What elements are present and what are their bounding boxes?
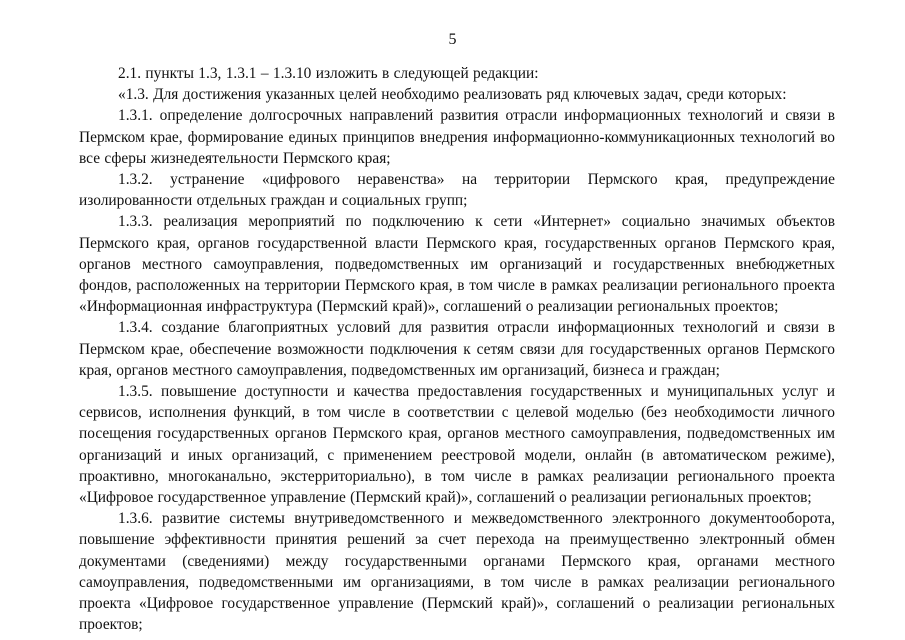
- paragraph-1-3-5: 1.3.5. повышение доступности и качества предоставления государственных и муниципальных услуг и сервисов, исполнения функций, в том числе в соответствии с целевой моделью (без необходимости личного посещения государственных органов Пермского края, органов местного самоуправления, подведомственных им организаций и иных организаций, с применением реестровой модели, онлайн (в автоматическом режиме), проактивно, многоканально, экстерриториально), в том числе в рамках реализации регионального проекта «Цифровое государственное управление (Пермский край)», соглашений о реализации региональных проектов;: [79, 383, 835, 507]
- document-body: [79, 63, 835, 635]
- page-number: 5: [448, 31, 457, 48]
- paragraph-1-3-4: 1.3.4. создание благоприятных условий для развития отрасли информационных технологий и связи в Пермском крае, обеспечение возможности подключения к сетям связи для государственных органов Пермского края, органов местного самоуправления, подведомственных им организаций, бизнеса и граждан;: [79, 319, 835, 379]
- paragraph-1-3: «1.3. Для достижения указанных целей необходимо реализовать ряд ключевых задач, среди которых:: [118, 86, 787, 104]
- paragraph-1-3-2: 1.3.2. устранение «цифрового неравенства» на территории Пермского края, предупреждение изолированности отдельных граждан и социальных групп;: [79, 171, 835, 210]
- paragraph-amendment-intro: 2.1. пункты 1.3, 1.3.1 – 1.3.10 изложить в следующей редакции:: [118, 65, 539, 82]
- paragraph-1-3-3: 1.3.3. реализация мероприятий по подключению к сети «Интернет» социально значимых объектов Пермского края, органов государственной власти Пермского края, государственных органов Пермского края, органов местного самоуправления, подведомственных им организаций и государственных внебюджетных фондов, расположенных на территории Пермского края, в том числе в рамках реализации регионального проекта «Информационная инфраструктура (Пермский край)», соглашений о реализации региональных проектов;: [79, 213, 835, 316]
- paragraph-1-3-6: 1.3.6. развитие системы внутриведомственного и межведомственного электронного документооборота, повышение эффективности принятия решений за счет перехода на преимущественно электронный обмен документами (сведениями) между государственными органами Пермского края, органами местного самоуправления, подведомственными им организациями, в том числе в рамках реализации регионального проекта «Цифровое государственное управление (Пермский край)», соглашений о реализации региональных проектов;: [79, 510, 835, 634]
- paragraph-1-3-1: 1.3.1. определение долгосрочных направлений развития отрасли информационных технологий и связи в Пермском крае, формирование единых принципов внедрения информационно-коммуникационных технологий во все сферы жизнедеятельности Пермского края;: [79, 107, 835, 167]
